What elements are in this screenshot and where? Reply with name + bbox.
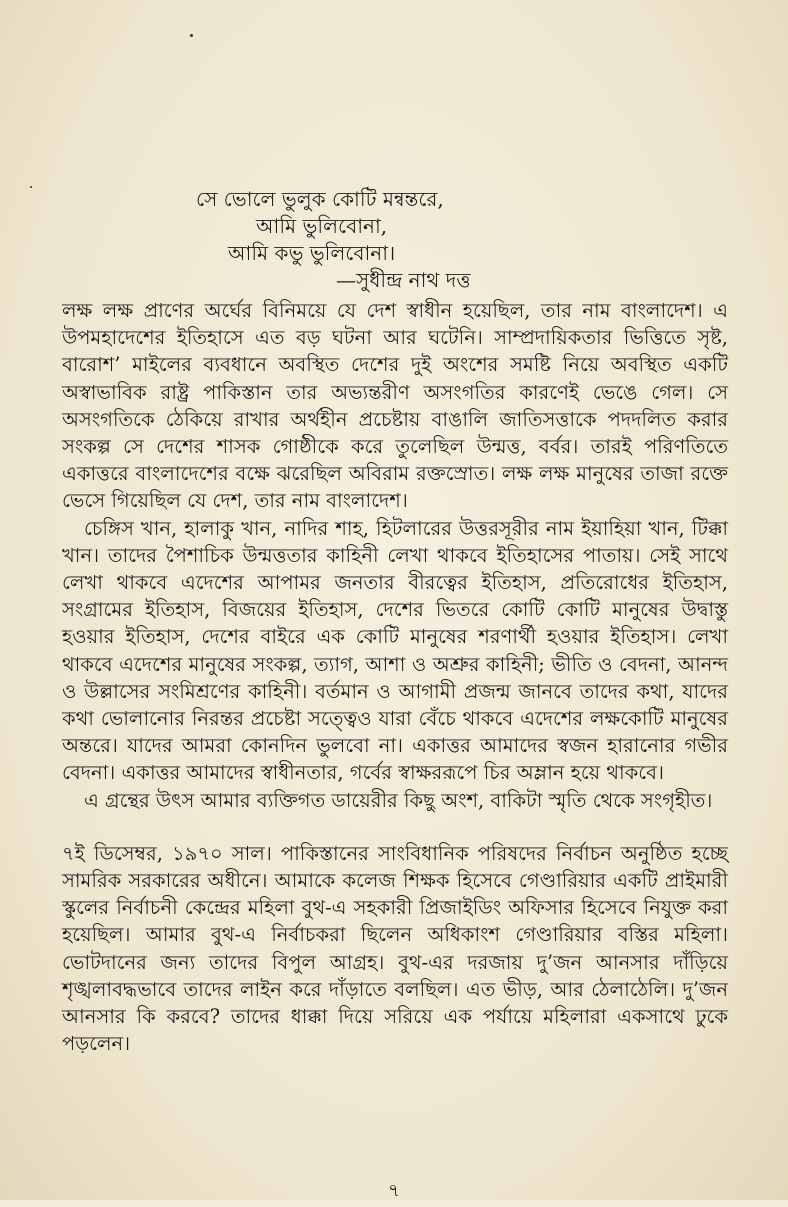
paragraph-1: লক্ষ লক্ষ প্রাণের অর্ঘের বিনিময়ে যে দেশ স্বাধীন হয়েছিল, তার নাম বাংলাদেশ। এ উপমহাদেশের ইতিহাসে এত বড় ঘটনা আর ঘটেনি। সাম্প্রদায়িকতার ভিত্তিতে সৃষ্ট, বারোশ’ মাইলের ব্যবধানে অবস্থিত দেশের দুই অংশের সমষ্টি নিয়ে অবস্থিত একটি অস্বাভাবিক রাষ্ট্র পাকিস্তান তার অভ্যন্তরীণ অসংগতির কারণেই ভেঙে গেল। সে অসংগতিকে ঠেকিয়ে রাখার অর্থহীন প্রচেষ্টায় বাঙালি জাতিসত্তাকে পদদলিত করার সংকল্প সে দেশের শাসক গোষ্ঠীকে করে তুলেছিল উন্মত্ত, বর্বর। তারই পরিণতিতে একাত্তরে বাংলাদেশের বক্ষে ঝরেছিল অবিরাম রক্তস্রোত। লক্ষ লক্ষ মানুষের তাজা রক্তে ভেসে গিয়েছিল যে দেশ, তার নাম বাংলাদেশ।: [62, 299, 728, 513]
ink-speck: [30, 186, 32, 188]
body-text: [62, 297, 728, 1057]
ink-speck: [190, 34, 193, 37]
verse-attribution: —সুধীন্দ্র নাথ দত্ত: [336, 268, 471, 292]
paragraph-4: ৭ই ডিসেম্বর, ১৯৭০ সাল। পাকিস্তানের সাংবিধানিক পরিষদের নির্বাচন অনুষ্ঠিত হচ্ছে সামরিক সরকারের অধীনে। আমাকে কলেজ শিক্ষক হিসেবে গেণ্ডারিয়ার একটি প্রাইমারী স্কুলের নির্বাচনী কেন্দ্রের মহিলা বুথ-এ সহকারী প্রিজাইডিং অফিসার হিসেবে নিযুক্ত করা হয়েছিল। আমার বুথ-এ নির্বাচকরা ছিলেন অধিকাংশ গেণ্ডারিয়ার বস্তির মহিলা। ভোটদানের জন্য তাদের বিপুল আগ্রহ। বুথ-এর দরজায় দু’জন আনসার দাঁড়িয়ে শৃঙ্খলাবদ্ধভাবে তাদের লাইন করে দাঁড়াতে বলছিল। এত ভীড়, আর ঠেলাঠেলি। দু’জন আনসার কি করবে? তাদের ধাক্কা দিয়ে সরিয়ে এক পর্যায়ে মহিলারা একসাথে ঢুকে পড়লেন।: [62, 841, 728, 1056]
paragraph-3: এ গ্রন্থের উৎস আমার ব্যক্তিগত ডায়েরীর কিছু অংশ, বাকিটা স্মৃতি থেকে সংগৃহীত।: [84, 788, 713, 812]
verse-line-1: সে ভোলে ভুলুক কোটি মন্বন্তরে,: [196, 187, 444, 211]
verse-line-3: আমি কভু ভুলিবোনা।: [228, 241, 396, 265]
page-number: ৭: [388, 1180, 400, 1201]
verse-line-2: আমি ভুলিবোনা,: [256, 214, 388, 238]
paragraph-2: চেঙ্গিস খান, হালাকু খান, নাদির শাহ, হিটলারের উত্তরসূরীর নাম ইয়াহিয়া খান, টিক্কা খান। তাদের পৈশাচিক উন্মত্ততার কাহিনী লেখা থাকবে ইতিহাসের পাতায়। সেই সাথে লেখা থাকবে এদেশের আপামর জনতার বীরত্বের ইতিহাস, প্রতিরোধের ইতিহাস, সংগ্রামের ইতিহাস, বিজয়ের ইতিহাস, দেশের ভিতরে কোটি কোটি মানুষের উদ্বাস্তু হওয়ার ইতিহাস, দেশের বাইরে এক কোটি মানুষের শরণার্থী হওয়ার ইতিহাস। লেখা থাকবে এদেশের মানুষের সংকল্প, ত্যাগ, আশা ও অশ্রুর কাহিনী; ভীতি ও বেদনা, আনন্দ ও উল্লাসের সংমিশ্রণের কাহিনী। বর্তমান ও আগামী প্রজন্ম জানবে তাদের কথা, যাদের কথা ভোলানোর নিরন্তর প্রচেষ্টা সত্ত্বেও যারা বেঁচে থাকবে এদেশের লক্ষকোটি মানুষের অন্তরে। যাদের আমরা কোনদিন ভুলবো না। একাত্তর আমাদের স্বজন হারানোর গভীর বেদনা। একাত্তর আমাদের স্বাধীনতার, গর্বের স্বাক্ষররূপে চির অম্লান হয়ে থাকবে।: [62, 516, 728, 785]
epigraph-verse: [196, 186, 616, 294]
section-gap: [62, 814, 728, 840]
